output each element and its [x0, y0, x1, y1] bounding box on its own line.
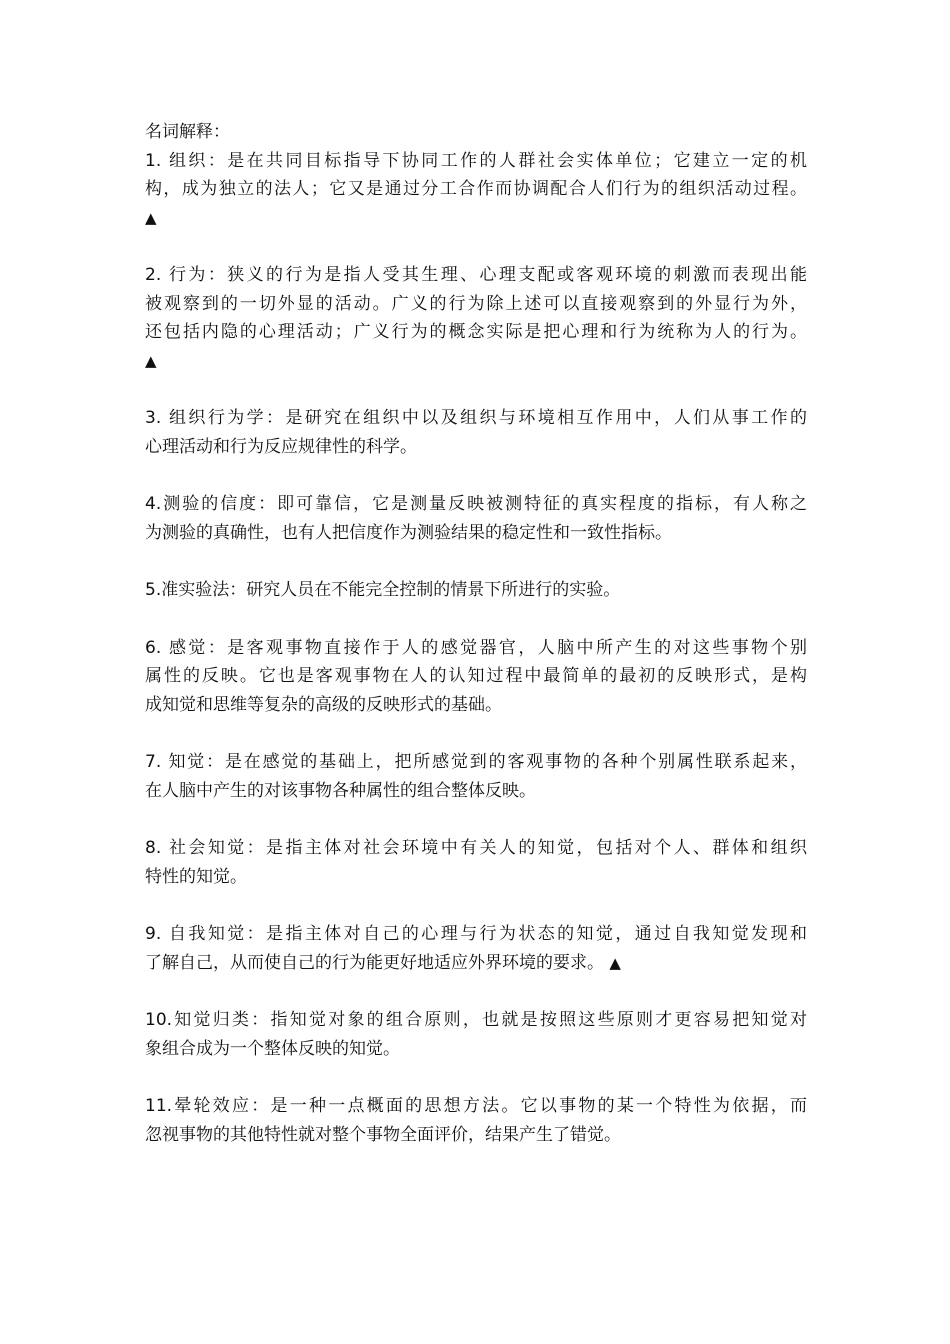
entry-7-line-1: 7. 知觉：是在感觉的基础上，把所感觉到的客观事物的各种个别属性联系起来， [145, 752, 807, 772]
entry-2-line-3: 还包括内隐的心理活动；广义行为的概念实际是把心理和行为统称为人的行为。 [145, 322, 807, 342]
term-entry-4 [145, 490, 807, 547]
term-entry-3 [145, 404, 807, 461]
entry-7-line-2: 在人脑中产生的对该事物各种属性的组合整体反映。 [145, 780, 536, 801]
entry-6-line-3: 成知觉和思维等复杂的高级的反映形式的基础。 [145, 694, 502, 715]
entry-9-line-2-wrap [145, 949, 807, 978]
triangle-mark-icon: ▲ [609, 953, 621, 972]
entry-8-line-2: 特性的知觉。 [145, 866, 247, 887]
term-entry-2 [145, 261, 807, 375]
document-page [145, 118, 807, 1178]
entry-1-line-1: 1. 组织：是在共同目标指导下协同工作的人群社会实体单位；它建立一定的机 [145, 150, 807, 171]
entry-11-line-2: 忽视事物的其他特性就对整个事物全面评价，结果产生了错觉。 [145, 1124, 621, 1145]
triangle-mark-icon: ▲ [145, 208, 157, 227]
term-entry-11 [145, 1092, 807, 1149]
entry-6-line-1: 6. 感觉：是客观事物直接作于人的感觉器官，人脑中所产生的对这些事物个别 [145, 637, 807, 658]
entry-10-line-2: 象组合成为一个整体反映的知觉。 [145, 1038, 400, 1059]
term-entry-9 [145, 920, 807, 977]
entry-2-line-2: 被观察到的一切外显的活动。广义的行为除上述可以直接观察到的外显行为外， [145, 293, 807, 314]
term-entry-7 [145, 748, 807, 805]
entry-2-line-1: 2. 行为：狭义的行为是指人受其生理、心理支配或客观环境的刺激而表现出能 [145, 265, 807, 285]
entry-9-line-1: 9. 自我知觉：是指主体对自己的心理与行为状态的知觉，通过自我知觉发现和 [145, 924, 807, 944]
entry-9-line-2: 了解自己，从而使自己的行为能更好地适应外界环境的要求。 [145, 952, 604, 973]
triangle-mark-icon: ▲ [145, 351, 157, 370]
entry-3-line-2: 心理活动和行为反应规律性的科学。 [145, 436, 417, 457]
entry-6-line-2: 属性的反映。它也是客观事物在人的认知过程中最简单的最初的反映形式，是构 [145, 666, 807, 686]
term-entry-5 [145, 576, 807, 605]
section-heading: 名词解释： [145, 122, 230, 142]
entry-1-line-2: 构，成为独立的法人；它又是通过分工合作而协调配合人们行为的组织活动过程。 [145, 179, 807, 199]
term-entry-6 [145, 634, 807, 720]
term-entry-8 [145, 834, 807, 891]
entry-8-line-1: 8. 社会知觉：是指主体对社会环境中有关人的知觉，包括对个人、群体和组织 [145, 838, 807, 858]
entry-11-line-1: 11.晕轮效应：是一种一点概面的思想方法。它以事物的某一个特性为依据，而 [145, 1096, 807, 1116]
entry-3-line-1: 3. 组织行为学：是研究在组织中以及组织与环境相互作用中，人们从事工作的 [145, 408, 807, 428]
term-entry-10 [145, 1006, 807, 1063]
term-entry-1 [145, 147, 807, 233]
entry-4-line-1: 4.测验的信度：即可靠信，它是测量反映被测特征的真实程度的指标，有人称之 [145, 494, 807, 514]
entry-4-line-2: 为测验的真确性，也有人把信度作为测验结果的稳定性和一致性指标。 [145, 522, 672, 543]
entry-10-line-1: 10.知觉归类：指知觉对象的组合原则，也就是按照这些原则才更容易把知觉对 [145, 1010, 807, 1030]
entry-5-line-1: 5.准实验法：研究人员在不能完全控制的情景下所进行的实验。 [145, 580, 621, 600]
